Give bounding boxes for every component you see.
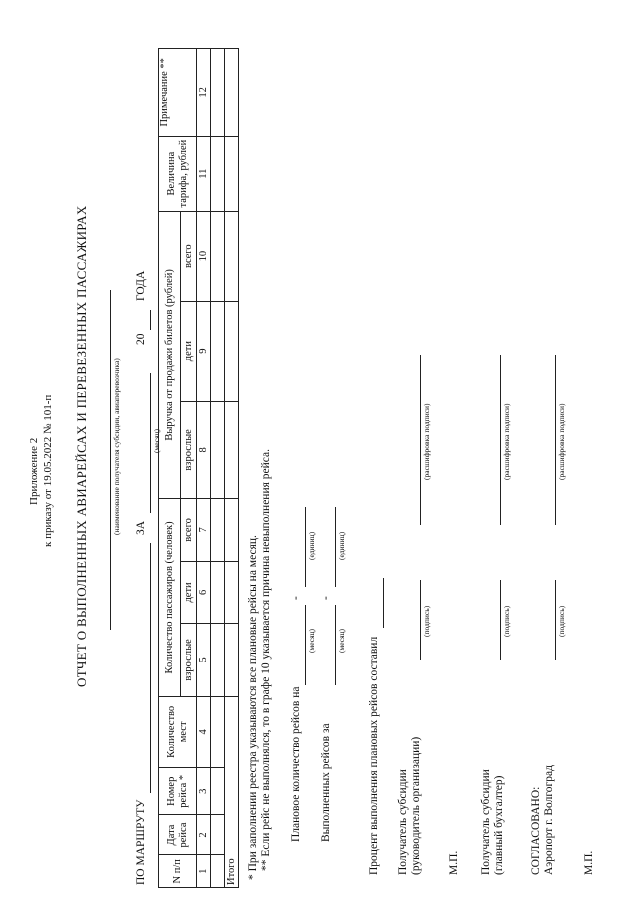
- flights-register-table: [158, 48, 239, 888]
- sub-total: всего: [181, 499, 197, 562]
- percent-label: Процент выполнения плановых рейсов составил: [368, 636, 380, 875]
- decode-caption: (расшифровка подписи): [502, 403, 511, 480]
- col-number: 8: [197, 401, 211, 499]
- col-number: 3: [197, 768, 211, 816]
- recipient-head-role: (руководитель организации): [410, 736, 422, 875]
- table-row: [197, 49, 211, 888]
- col-number: 1: [197, 855, 211, 888]
- done-month-line: [335, 605, 336, 685]
- decode-caption: (расшифровка подписи): [422, 403, 431, 480]
- appendix-label: Приложение 2: [28, 437, 40, 505]
- stamp-label-2: М.П.: [583, 850, 595, 875]
- signature-line: [500, 580, 501, 660]
- col-number: 6: [197, 561, 211, 624]
- units-caption: (единиц): [337, 531, 346, 560]
- sub-children: дети: [181, 301, 197, 401]
- col-num-header: N п/п: [159, 855, 197, 888]
- col-number: 12: [197, 49, 211, 137]
- signature-caption: (подпись): [502, 605, 511, 637]
- decode-line: [500, 355, 501, 525]
- month-caption: (месяц): [307, 628, 316, 653]
- airport-label: Аэропорт г. Волгоград: [543, 765, 555, 875]
- document-title: ОТЧЕТ О ВЫПОЛНЕННЫХ АВИАРЕЙСАХ И ПЕРЕВЕЗЕННЫХ ПАССАЖИРАХ: [74, 205, 89, 687]
- route-line: [150, 543, 151, 793]
- col-date-header: Дата рейса: [159, 815, 197, 855]
- decode-line: [420, 355, 421, 525]
- planned-units-line: [305, 507, 306, 587]
- planned-month-line: [305, 605, 306, 685]
- units-caption: (единиц): [307, 531, 316, 560]
- total-label: Итого: [225, 696, 239, 887]
- dash-1: -: [290, 596, 302, 600]
- month-line: [150, 373, 151, 513]
- year-suffix: ГОДА: [135, 270, 147, 301]
- footnote-1: * При заполнении реестра указываются все плановые рейсы на месяц.: [247, 535, 259, 880]
- planned-flights-label: Плановое количество рейсов на: [290, 686, 302, 842]
- footnote-2: ** Если рейс не выполнялся, то в графе 10 указывается причина невыполнения рейса.: [260, 448, 272, 871]
- signature-line: [420, 580, 421, 660]
- sub-children: дети: [181, 561, 197, 624]
- sub-adults: взрослые: [181, 401, 197, 499]
- recipient-head-label: Получатель субсидии: [397, 769, 409, 875]
- recipient-accountant-role: (главный бухгалтер): [493, 775, 505, 875]
- col-number: 11: [197, 136, 211, 211]
- decode-caption: (расшифровка подписи): [557, 403, 566, 480]
- decode-line: [555, 355, 556, 525]
- col-revenue-header: Выручка от продажи билетов (рублей): [159, 211, 181, 499]
- col-number: 9: [197, 301, 211, 401]
- total-row: [225, 49, 239, 888]
- signature-caption: (подпись): [422, 605, 431, 637]
- recipient-line: [110, 290, 111, 630]
- for-label: ЗА: [135, 520, 147, 535]
- agreed-label: СОГЛАСОВАНО:: [530, 786, 542, 875]
- table-row: [211, 49, 225, 888]
- dash-2: -: [320, 596, 332, 600]
- signature-line: [555, 580, 556, 660]
- percent-line: [383, 578, 384, 628]
- col-passengers-header: Количество пассажиров (человек): [159, 499, 181, 697]
- sub-total: всего: [181, 211, 197, 301]
- done-units-line: [335, 507, 336, 587]
- col-number: 7: [197, 499, 211, 562]
- col-number: 4: [197, 696, 211, 767]
- col-note-header: Примечание **: [159, 49, 197, 137]
- col-flight-header: Номер рейса *: [159, 768, 197, 816]
- recipient-accountant-label: Получатель субсидии: [480, 769, 492, 875]
- order-reference: к приказу от 19.05.2022 № 101-п: [42, 394, 54, 547]
- col-number: 5: [197, 624, 211, 697]
- signature-caption: (подпись): [557, 605, 566, 637]
- year-line: [150, 310, 151, 330]
- col-seats-header: Количество мест: [159, 696, 197, 767]
- route-label: ПО МАРШРУТУ: [135, 799, 147, 885]
- stamp-label: М.П.: [448, 850, 460, 875]
- sub-adults: взрослые: [181, 624, 197, 697]
- recipient-caption: (наименование получателя субсидии, авиаперевозчика): [112, 358, 121, 535]
- col-tariff-header: Величина тарифа, рублей: [159, 136, 197, 211]
- col-number: 10: [197, 211, 211, 301]
- month-caption: (месяц): [152, 428, 161, 453]
- year-prefix: 20: [135, 333, 147, 345]
- col-number: 2: [197, 815, 211, 855]
- done-flights-label: Выполненных рейсов за: [320, 723, 332, 842]
- month-caption: (месяц): [337, 628, 346, 653]
